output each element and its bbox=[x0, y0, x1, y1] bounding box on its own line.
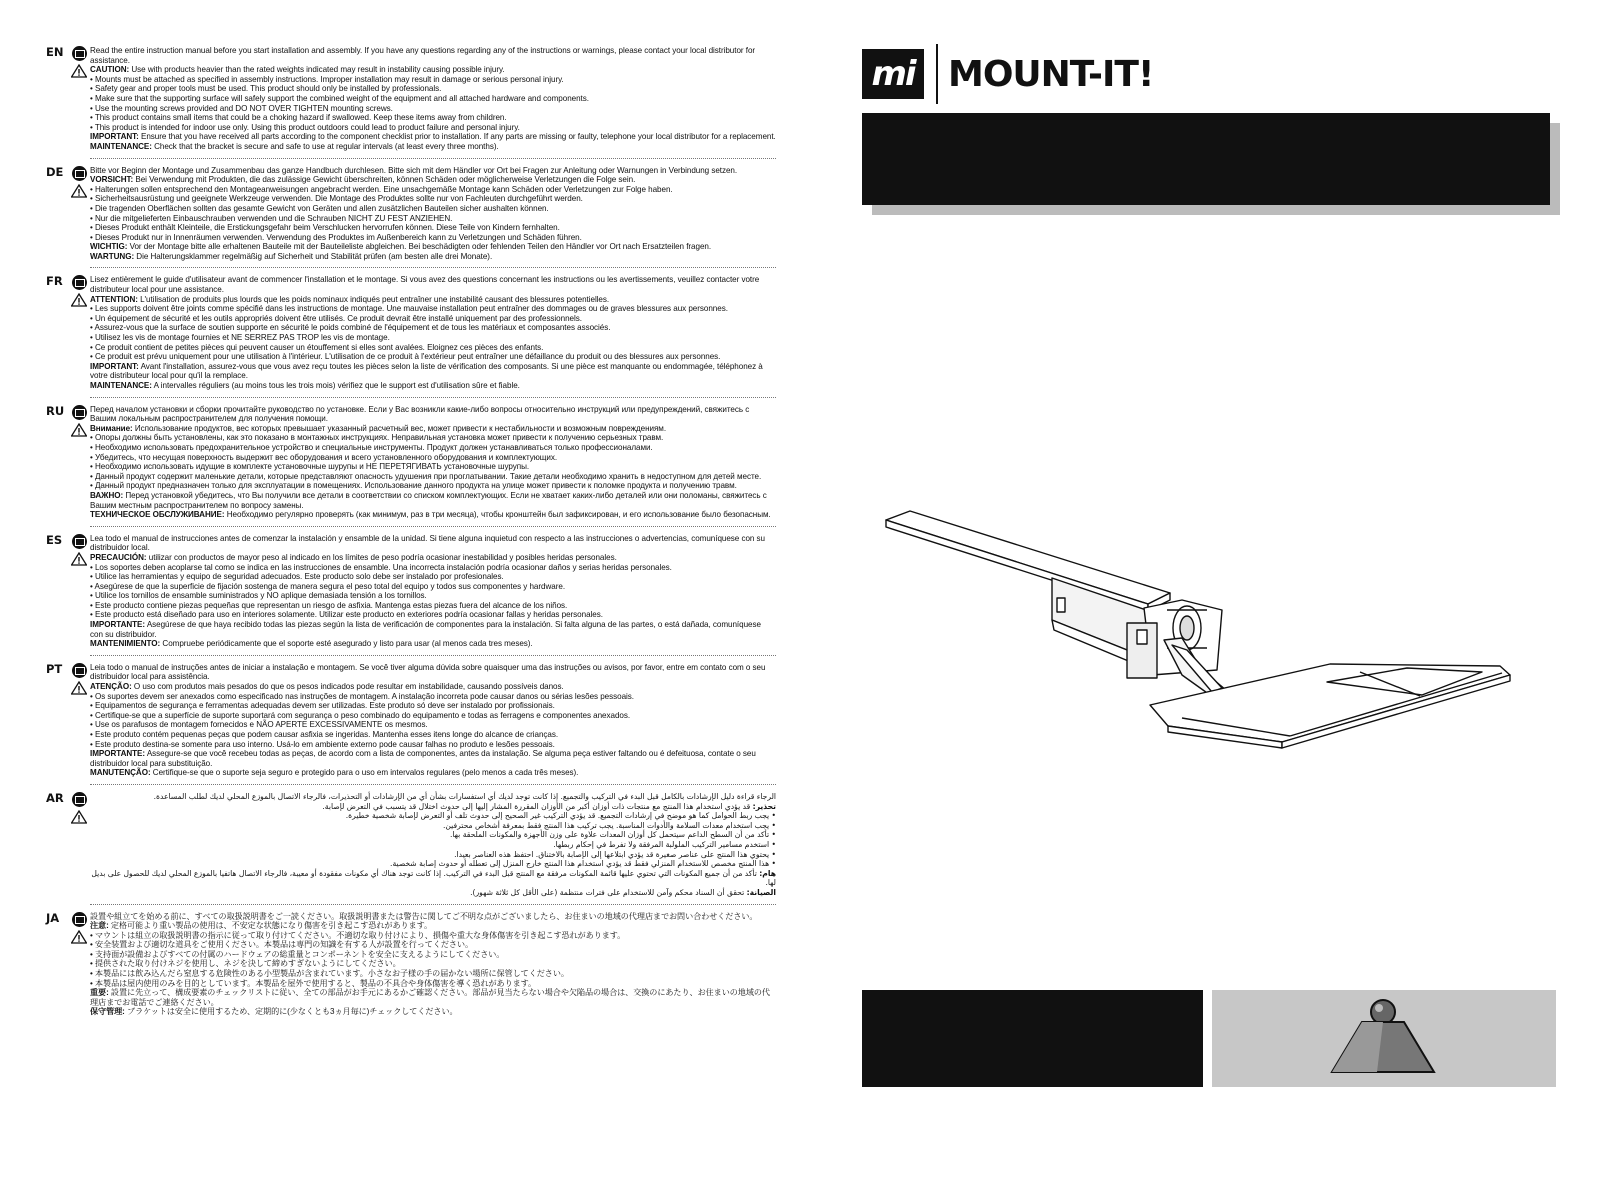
text-line: • This product contains small items that could be a choking hazard if swallowed. Keep these items away from children. bbox=[90, 113, 507, 123]
text-line: الصيانة: تحقق أن السناد محكم وآمن للاستخدام على فترات منتظمة (على الأقل كل ثلاثة شهور). bbox=[470, 887, 776, 897]
text-line: • Asegúrese de que la superficie de fijación sostenga de manera segura el peso total del equipo y todos sus componentes y hardware. bbox=[90, 581, 566, 591]
section-icons bbox=[68, 405, 90, 442]
text-line: • Les supports doivent être joints comme spécifié dans les instructions de montage. Une mauvaise installation peut entraîner des dommages ou de graves blessures aux personnes. bbox=[90, 304, 728, 314]
logo-mark: mi bbox=[862, 49, 924, 99]
text-line: • Die tragenden Oberflächen sollten das gesamte Gewicht von Geräten und allen zusätzlichen Bauteilen sicher aushalten können. bbox=[90, 203, 549, 213]
section-icons bbox=[68, 534, 90, 571]
text-line: • Ce produit contient de petites pièces qui peuvent causer un étouffement si elles sont avalées. Eloignez ces pièces des enfants. bbox=[90, 342, 544, 352]
section-en bbox=[46, 46, 776, 152]
text-line: الرجاء قراءة دليل الإرشادات بالكامل قبل البدء في التركيب والتجميع. إذا كانت توجد لديك أي استفسارات بشأن أي من الإرشادات أو التحذيرات، فالرجاء الاتصال بالموزع المحلي لديك لطلب المساعدة. bbox=[153, 791, 776, 801]
section-icons bbox=[68, 912, 90, 949]
logo-wordmark: MOUNT-IT! bbox=[948, 53, 1154, 95]
text-line: Lea todo el manual de instrucciones antes de comenzar la instalación y ensamble de la unidad. Si tiene alguna inquietud con respecto a las instrucciones o advertencias, comuníquese con su distribuidor local. bbox=[90, 533, 765, 553]
text-line: • Los soportes deben acoplarse tal como se indica en las instrucciones de ensamble. Una incorrecta instalación podría ocasionar daños y serias heridas personales. bbox=[90, 562, 672, 572]
section-text bbox=[90, 912, 776, 1018]
text-line: • Use os parafusos de montagem fornecidos e NÃO APERTE EXCESSIVAMENTE os mesmos. bbox=[90, 720, 428, 730]
read-manual-icon bbox=[72, 46, 87, 61]
text-line: VORSICHT: Bei Verwendung mit Produkten, die das zulässige Gewicht überschreiten, können Schäden oder möglicherweise Verletzungen die Folge sein. bbox=[90, 175, 636, 185]
text-line: • マウントは組立の取扱説明書の指示に従って取り付けてください。不適切な取り付けにより、損傷や重大な身体傷害を引き起こす恐れがあります。 bbox=[90, 930, 626, 940]
text-line: • 提供された取り付けネジを使用し、ネジを決して締めすぎないようにしてください。 bbox=[90, 959, 401, 969]
text-line: CAUTION: Use with products heavier than the rated weights indicated may result in instability causing possible injury. bbox=[90, 65, 505, 75]
section-text bbox=[90, 663, 776, 778]
text-line: PRECAUCIÓN: utilizar con productos de mayor peso al indicado en los límites de peso podría ocasionar inestabilidad y posibles heridas personales. bbox=[90, 552, 617, 562]
section-text bbox=[90, 275, 776, 390]
warning-icon bbox=[71, 423, 87, 442]
text-line: • Assurez-vous que la surface de soutien supporte en sécurité le poids combiné de l'équipement et de tous les matériaux et composantes associés. bbox=[90, 323, 611, 333]
section-text bbox=[90, 792, 776, 898]
text-line: • Данный продукт содержит маленькие детали, которые представляют опасность удушения при проглатывании. Такие детали необходимо хранить в недоступном для детей месте. bbox=[90, 471, 762, 481]
text-line: MAINTENANCE: A intervalles réguliers (au moins tous les trois mois) vérifiez que le support est d'utilisation sûre et fiable. bbox=[90, 381, 520, 390]
text-line: • Dieses Produkt enthält Kleinteile, die Erstickungsgefahr beim Verschlucken hervorrufen können. Diese Teile von Kindern fernhalten. bbox=[90, 223, 560, 233]
section-divider bbox=[90, 784, 776, 785]
section-divider bbox=[90, 526, 776, 527]
text-line: 保守管理: ブラケットは安全に使用するため、定期的に(少なくとも3ヵ月毎に)チェックしてください。 bbox=[90, 1007, 458, 1017]
text-line: • Safety gear and proper tools must be used. This product should only be installed by professionals. bbox=[90, 84, 442, 94]
text-line: ATENÇÃO: O uso com produtos mais pesados do que os pesos indicados pode resultar em instabilidade, causando possíveis danos. bbox=[90, 682, 564, 692]
warning-icon bbox=[71, 552, 87, 571]
text-line: هام: تأكد من أن جميع المكونات التي تحتوي عليها قائمة المكونات مرفقة مع المنتج قبل البدء في التركيب. إذا كانت توجد هناك أي مكونات مفقودة أو معيبة، فالرجاء الاتصال هاتفيا بالموزع المحلي لديك للحصول على بديل لها. bbox=[91, 868, 776, 888]
text-line: • Необходимо использовать предохранительное устройство и специальные инструменты. Продукт должен устанавливаться только профессионалами. bbox=[90, 442, 653, 452]
warning-icon bbox=[71, 184, 87, 203]
text-line: • Nur die mitgelieferten Einbauschrauben verwenden und die Schrauben NICHT ZU FEST ANZIEHEN. bbox=[90, 213, 453, 223]
section-icons bbox=[68, 275, 90, 312]
text-line: • هذا المنتج مخصص للاستخدام المنزلي فقط قد يؤدي استخدام هذا المنتج خارج المنزل إلى تعطله أو حدوث إصابة شخصية. bbox=[390, 859, 776, 869]
text-line: • استخدم مسامير التركيب الملولبة المرفقة ولا تفرط في إحكام ربطها. bbox=[553, 839, 776, 849]
warning-icon bbox=[71, 293, 87, 312]
section-ru bbox=[46, 405, 776, 520]
text-line: • Sicherheitsausrüstung und geeignete Werkzeuge verwenden. Die Montage des Produktes sollte nur von Fachleuten durchgeführt werden. bbox=[90, 194, 583, 204]
section-text bbox=[90, 166, 776, 262]
section-text bbox=[90, 534, 776, 649]
text-line: • Este produto destina-se somente para uso interno. Usá-lo em ambiente externo pode causar falhas no produto e lesões pessoais. bbox=[90, 739, 555, 749]
text-line: 注意: 定格可能より重い製品の使用は、不安定な状態になり傷害を引き起こす恐れがあります。 bbox=[90, 921, 433, 931]
text-line: ВАЖНО: Перед установкой убедитесь, что Вы получили все детали в соответствии со списком комплектующих. Если не хватает каких-либо деталей или они поломаны, свяжитесь с Вашим местным распространителем по вопросу замены. bbox=[90, 490, 767, 510]
text-line: • Данный продукт предназначен только для эксплуатации в помещениях. Использование данного продукта на улице может привести к поломке продукта и получению травм. bbox=[90, 481, 737, 491]
text-line: • 支持面が設備およびすべての付属のハードウェアの総重量とコンポーネントを安全に支えるようにしてください。 bbox=[90, 949, 505, 959]
language-code: ES bbox=[46, 532, 63, 547]
language-code: AR bbox=[46, 790, 64, 805]
text-line: MAINTENANCE: Check that the bracket is secure and safe to use at regular intervals (at least every three months). bbox=[90, 141, 499, 151]
language-code: FR bbox=[46, 274, 63, 289]
section-fr bbox=[46, 275, 776, 390]
instructions-column bbox=[46, 46, 776, 1017]
language-code: EN bbox=[46, 45, 64, 59]
text-line: WARTUNG: Die Halterungsklammer regelmäßig auf Sicherheit und Stabilität prüfen (am besten alle drei Monate). bbox=[90, 251, 493, 261]
text-line: Внимание: Использование продуктов, вес которых превышает указанный расчетный вес, может привести к нестабильности и возможным повреждениям. bbox=[90, 423, 667, 433]
text-line: تحذير: قد يؤدي استخدام هذا المنتج مع منتجات ذات أوزان أكبر من الأوزان المقررة المشار إليها إلى حدوث اختلال قد يتسبب في التعرض لإصابة. bbox=[322, 801, 776, 811]
text-line: IMPORTANT: Ensure that you have received all parts according to the component checklist prior to installation. If any parts are missing or faulty, telephone your local distributor for a replacement. bbox=[90, 132, 776, 142]
read-manual-icon bbox=[72, 912, 87, 927]
section-icons bbox=[68, 792, 90, 829]
text-line: • 本製品は屋内使用のみを目的としています。本製品を屋外で使用すると、製品の不具合や身体傷害を導く恐れがあります。 bbox=[90, 978, 537, 988]
section-divider bbox=[90, 267, 776, 268]
info-block-dark bbox=[862, 990, 1203, 1087]
section-icons bbox=[68, 663, 90, 700]
text-line: IMPORTANTE: Assegure-se que você recebeu todas as peças, de acordo com a lista de componentes, antes da instalação. Se alguma peça estiver faltando ou é defeituosa, contate o seu distribuidor local para substituição. bbox=[90, 749, 756, 768]
text-line: • Equipamentos de segurança e ferramentas adequadas devem ser utilizadas. Este produto só deve ser instalado por profissionais. bbox=[90, 701, 555, 711]
warning-icon bbox=[71, 810, 87, 829]
read-manual-icon bbox=[72, 405, 87, 420]
text-line: IMPORTANTE: Asegúrese de que haya recibido todas las piezas según la lista de verificación de componentes para la instalación. Si falta alguna de las partes, o está dañada, comuníquese con su distribuidor. bbox=[90, 620, 761, 639]
weight-icon bbox=[1212, 990, 1556, 1087]
section-ja bbox=[46, 912, 776, 1018]
title-banner bbox=[862, 113, 1550, 205]
text-line: ТЕХНИЧЕСКОЕ ОБСЛУЖИВАНИЕ: Необходимо регулярно проверять (как минимум, раз в три месяца), чтобы кронштейн был зафиксирован, и его использование было безопасным. bbox=[90, 510, 771, 520]
brand-logo bbox=[862, 44, 1153, 104]
text-line: • Certifique-se que a superfície de suporte suportará com segurança o peso combinado do equipamento e todas as ferragens e componentes anexados. bbox=[90, 710, 631, 720]
text-line: • Utilice los tornillos de ensamble suministrados y NO aplique demasiada tensión a los tornillos. bbox=[90, 591, 427, 601]
language-code: RU bbox=[46, 403, 65, 418]
section-ar bbox=[46, 792, 776, 898]
text-line: ATTENTION: L'utilisation de produits plus lourds que les poids nominaux indiqués peut entraîner une instabilité causant des blessures potentielles. bbox=[90, 294, 610, 304]
text-line: • يجب ربط الحوامل كما هو موضح في إرشادات التجميع. قد يؤدي التركيب غير الصحيح إلى حدوث تلف أو التعرض لإصابة شخصية خطيرة. bbox=[345, 811, 776, 821]
section-divider bbox=[90, 904, 776, 905]
section-pt bbox=[46, 663, 776, 778]
section-icons bbox=[68, 166, 90, 203]
logo-divider bbox=[936, 44, 938, 104]
section-text bbox=[90, 405, 776, 520]
text-line: • Необходимо использовать идущие в комплекте установочные шурупы и НЕ ПЕРЕТЯГИВАТЬ установочные шурупы. bbox=[90, 462, 530, 472]
section-icons bbox=[68, 46, 90, 83]
language-code: DE bbox=[46, 164, 64, 179]
text-line: • 安全装置および適切な道具をご使用ください。本製品は専門の知識を有する人が設置を行ってください。 bbox=[90, 940, 474, 950]
text-line: • Utilisez les vis de montage fournies et NE SERREZ PAS TROP les vis de montage. bbox=[90, 333, 390, 343]
text-line: • تأكد من أن السطح الداعم سيتحمل كل أوزان المعدات علاوة على وزن الأجهزة والمكونات الملحقة بها. bbox=[449, 830, 776, 840]
section-divider bbox=[90, 655, 776, 656]
text-line: • Este producto está diseñado para uso en interiores solamente. Utilizar este producto en exteriores podría ocasionar fallas y heridas personales. bbox=[90, 610, 603, 620]
keyboard-tray-illustration bbox=[882, 510, 1522, 770]
text-line: • يحتوي هذا المنتج على عناصر صغيرة قد يؤدي ابتلاعها إلى الإصابة بالاختناق. احتفظ هذه العناصر بعيدا. bbox=[454, 849, 776, 859]
read-manual-icon bbox=[72, 166, 87, 181]
text-line: • This product is intended for indoor use only. Using this product outdoors could lead to product failure and personal injury. bbox=[90, 122, 520, 132]
read-manual-icon bbox=[72, 663, 87, 678]
text-line: • Utilice las herramientas y equipo de seguridad adecuados. Este producto solo debe ser instalado por profesionales. bbox=[90, 572, 504, 582]
cover-panel bbox=[862, 0, 1582, 1191]
language-code: PT bbox=[46, 661, 63, 676]
text-line: • Este produto contém pequenas peças que podem causar asfixia se ingeridas. Mantenha esses itens longe do alcance de crianças. bbox=[90, 730, 559, 739]
text-line: 重要: 設置に先立って、構成要素のチェックリストに従い、全ての部品がお手元にあるかご確認ください。部品が見当たらない場合や欠陥品の場合は、交換のにあたり、お住まいの地域の代理店までお電話でご連絡ください。 bbox=[90, 988, 770, 1007]
text-line: Bitte vor Beginn der Montage und Zusammenbau das ganze Handbuch durchlesen. Bitte sich mit dem Händler vor Ort bei Fragen zur Anleitung oder Warnungen in Verbindung setzen. bbox=[90, 165, 738, 175]
section-divider bbox=[90, 397, 776, 398]
text-line: IMPORTANT: Avant l'installation, assurez-vous que vous avez reçu toutes les pièces selon la liste de vérification des composants. Si une pièce est manquante ou endommagée, téléphonez à votre distributeur local pour qu'il la remplace. bbox=[90, 361, 763, 381]
text-line: • 本製品には飲み込んだら窒息する危険性のある小型製品が含まれています。小さなお子様の手の届かない場所に保管してください。 bbox=[90, 969, 569, 979]
text-line: • Un équipement de sécurité et les outils appropriés doivent être utilisés. Ce produit devrait être installé uniquement par des professionnels. bbox=[90, 313, 582, 323]
text-line: Lisez entièrement le guide d'utilisateur avant de commencer l'installation et le montage. Si vous avez des questions concernant les instructions ou les avertissements, veuillez contacter votre distributeur local pour une assistance. bbox=[90, 275, 760, 295]
text-line: • يجب استخدام معدات السلامة والأدوات المناسبة. يجب تركيب هذا المنتج فقط بمعرفة أشخاص محترفين. bbox=[442, 820, 776, 830]
section-text bbox=[90, 46, 776, 152]
read-manual-icon bbox=[72, 534, 87, 549]
text-line: WICHTIG: Vor der Montage bitte alle erhaltenen Bauteile mit der Bauteileliste abgleichen. Bei beschädigten oder fehlenden Teilen den Händler vor Ort nach Ersatzteilen fragen. bbox=[90, 242, 712, 252]
info-block-gray bbox=[1212, 990, 1556, 1087]
text-line: MANTENIMIENTO: Compruebe periódicamente que el soporte esté asegurado y listo para usar (al menos cada tres meses). bbox=[90, 639, 533, 649]
text-line: • Os suportes devem ser anexados como especificado nas instruções de montagem. A instalação incorreta pode causar danos ou sérias lesões pessoais. bbox=[90, 691, 634, 701]
language-code: JA bbox=[46, 910, 60, 925]
text-line: • Halterungen sollen entsprechend den Montageanweisungen angebracht werden. Eine unsachgemäße Montage kann Schäden oder Verletzungen zur Folge haben. bbox=[90, 184, 673, 194]
text-line: Read the entire instruction manual before you start installation and assembly. If you have any questions regarding any of the instructions or warnings, please contact your local distributor for assistance. bbox=[90, 46, 756, 65]
text-line: • Dieses Produkt nur in Innenräumen verwenden. Verwendung des Produktes im Außenbereich kann zu Verletzungen und Schäden führen. bbox=[90, 232, 582, 242]
text-line: 設置や組立てを始める前に、すべての取扱説明書をご一読ください。取扱説明書または警告に関してご不明な点がございましたら、お住まいの地域の代理店までお問い合わせください。 bbox=[90, 911, 758, 921]
text-line: • Убедитесь, что несущая поверхность выдержит вес оборудования и всего установленного оборудования и комплектующих. bbox=[90, 452, 558, 462]
text-line: Перед началом установки и сборки прочитайте руководство по установке. Если у Вас возникли какие-либо вопросы относительно инструкций или предупреждений, свяжитесь с Вашим локальным распространителем для получения помощи. bbox=[90, 404, 750, 424]
section-es bbox=[46, 534, 776, 649]
text-line: • Este producto contiene piezas pequeñas que representan un riesgo de asfixia. Mantenga estas piezas fuera del alcance de los niños. bbox=[90, 600, 568, 610]
text-line: • Make sure that the supporting surface will safely support the combined weight of the equipment and all attached hardware and components. bbox=[90, 93, 589, 103]
text-line: • Use the mounting screws provided and DO NOT OVER TIGHTEN mounting screws. bbox=[90, 103, 393, 113]
read-manual-icon bbox=[72, 275, 87, 290]
read-manual-icon bbox=[72, 792, 87, 807]
warning-icon bbox=[71, 930, 87, 949]
text-line: • Опоры должны быть установлены, как это показано в монтажных инструкциях. Неправильная установка может привести к получению серьезных травм. bbox=[90, 433, 664, 443]
warning-icon bbox=[71, 681, 87, 700]
section-de bbox=[46, 166, 776, 262]
section-divider bbox=[90, 158, 776, 159]
text-line: MANUTENÇÃO: Certifique-se que o suporte seja seguro e protegido para o uso em intervalos regulares (pelo menos a cada três meses). bbox=[90, 768, 579, 778]
text-line: Leia todo o manual de instruções antes de iniciar a instalação e montagem. Se você tiver alguma dúvida sobre quaisquer uma das instruções ou avisos, por favor, entre em contato com o seu distribuidor local para assistência. bbox=[90, 662, 766, 682]
warning-icon bbox=[71, 64, 87, 83]
text-line: • Ce produit est prévu uniquement pour une utilisation à l'intérieur. L'utilisation de ce produit à l'extérieur peut entraîner une défaillance du produit ou des blessures aux personnes. bbox=[90, 352, 721, 362]
text-line: • Mounts must be attached as specified in assembly instructions. Improper installation may result in damage or serious personal injury. bbox=[90, 74, 564, 84]
